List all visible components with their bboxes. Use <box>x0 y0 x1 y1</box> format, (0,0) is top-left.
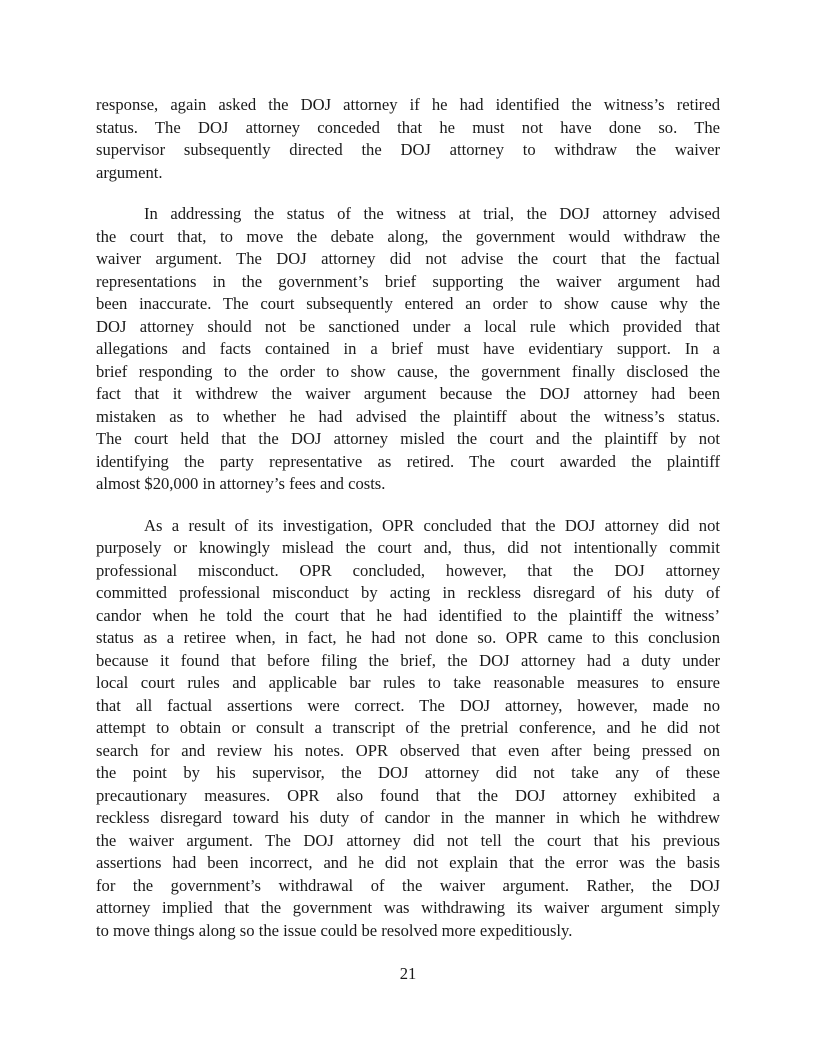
text-line: been inaccurate. The court subsequently entered an order to show cause why the <box>96 294 720 313</box>
text-line: status. The DOJ attorney conceded that he must not have done so. The <box>96 117 720 137</box>
text-line: the waiver argument. The DOJ attorney did not tell the court that his previous <box>96 830 720 850</box>
text-line: to move things along so the issue could be resolved more expeditiously. <box>96 920 573 940</box>
text-line: supervisor subsequently directed the DOJ attorney to withdraw the waiver <box>96 140 720 159</box>
text-line: status as a retiree when, in fact, he had not done so. OPR came to this conclusion <box>96 628 720 647</box>
text-line: attorney implied that the government was withdrawing its waiver argument simply <box>96 898 720 917</box>
text-line: that all factual assertions were correct. The DOJ attorney, however, made no <box>96 695 720 715</box>
text-line: argument. <box>96 162 163 182</box>
text-line: As a result of its investigation, OPR concluded that the DOJ attorney did not <box>144 515 720 535</box>
paragraph <box>96 203 720 496</box>
text-line: local court rules and applicable bar rules to take reasonable measures to ensure <box>96 673 720 692</box>
text-line: fact that it withdrew the waiver argument because the DOJ attorney had been <box>96 384 720 403</box>
text-line: candor when he told the court that he had identified to the plaintiff the witness’ <box>96 605 720 625</box>
text-line: reckless disregard toward his duty of candor in the manner in which he withdrew <box>96 808 720 827</box>
text-line: waiver argument. The DOJ attorney did not advise the court that the factual <box>96 249 720 268</box>
text-line: representations in the government’s brief supporting the waiver argument had <box>96 271 720 291</box>
text-line: professional misconduct. OPR concluded, however, that the DOJ attorney <box>96 560 720 580</box>
page-number: 21 <box>399 964 417 983</box>
text-line: because it found that before filing the brief, the DOJ attorney had a duty under <box>96 650 720 670</box>
text-line: brief responding to the order to show cause, the government finally disclosed the <box>96 361 720 381</box>
text-line: In addressing the status of the witness at trial, the DOJ attorney advised <box>144 204 720 223</box>
text-line: search for and review his notes. OPR observed that even after being pressed on <box>96 740 720 760</box>
text-line: purposely or knowingly mislead the court and, thus, did not intentionally commit <box>96 538 720 557</box>
paragraph <box>96 94 720 184</box>
text-line: attempt to obtain or consult a transcript of the pretrial conference, and he did not <box>96 718 720 737</box>
text-line: The court held that the DOJ attorney misled the court and the plaintiff by not <box>96 429 720 448</box>
text-line: almost $20,000 in attorney’s fees and costs. <box>96 474 386 493</box>
text-line: precautionary measures. OPR also found that the DOJ attorney exhibited a <box>96 785 720 805</box>
text-line: DOJ attorney should not be sanctioned under a local rule which provided that <box>96 316 720 336</box>
text-line: the court that, to move the debate along, the government would withdraw the <box>96 226 720 246</box>
document-body <box>96 94 720 961</box>
paragraph <box>96 515 720 943</box>
text-line: mistaken as to whether he had advised the plaintiff about the witness’s status. <box>96 406 720 426</box>
text-line: identifying the party representative as retired. The court awarded the plaintiff <box>96 451 720 471</box>
text-line: allegations and facts contained in a brief must have evidentiary support. In a <box>96 339 720 358</box>
text-line: response, again asked the DOJ attorney if he had identified the witness’s retired <box>96 95 720 114</box>
text-line: committed professional misconduct by acting in reckless disregard of his duty of <box>96 583 720 602</box>
text-line: assertions had been incorrect, and he did not explain that the error was the basis <box>96 853 720 872</box>
text-line: for the government’s withdrawal of the waiver argument. Rather, the DOJ <box>96 875 720 895</box>
text-line: the point by his supervisor, the DOJ attorney did not take any of these <box>96 763 720 782</box>
